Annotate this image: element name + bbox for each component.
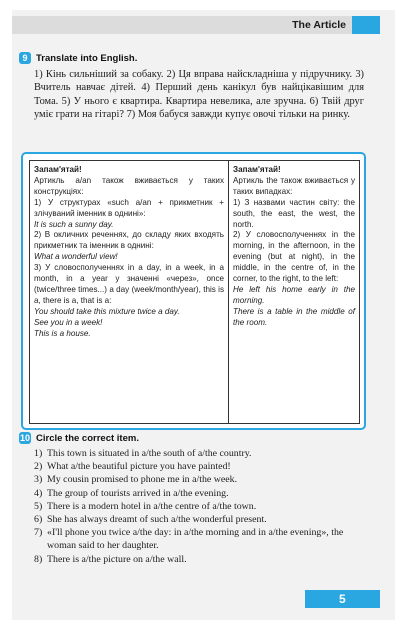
item-text: My cousin promised to phone me in a/the week. bbox=[47, 474, 238, 486]
rule-intro: Артикль the також вживається у таких випадках: bbox=[233, 175, 355, 196]
item-number: 4) bbox=[34, 487, 43, 499]
remember-table bbox=[29, 160, 360, 424]
exercise-9-title: Translate into English. bbox=[36, 52, 138, 64]
item-text: The group of tourists arrived in a/the evening. bbox=[47, 487, 229, 499]
item-text: This town is situated in a/the south of a/the country. bbox=[47, 448, 252, 459]
exercise-9-header bbox=[19, 52, 137, 64]
item-number: 7) bbox=[34, 527, 43, 539]
list-item bbox=[34, 513, 374, 526]
rule-2: 2) У словосполученнях in the morning, in the afternoon, in the evening (but at night), in the middle, in the centre of, in the corner, to the right, to the left: bbox=[233, 230, 355, 284]
item-number: 8) bbox=[34, 553, 43, 565]
example-1: He left his home early in the morning. bbox=[233, 284, 355, 305]
list-item bbox=[34, 447, 374, 460]
example-4: See you in a week! bbox=[34, 317, 103, 327]
page-number: 5 bbox=[339, 592, 346, 606]
example-2: There is a table in the middle of the room. bbox=[233, 306, 355, 327]
exercise-9-text: 1) Кінь сильніший за собаку. 2) Ця вправа найскладніша у підручнику. 3) Вчитель навчає дітей. 4) Перший день канікул був найцікавішим для Тома. 5) У нього є квартира. Квартира невелика, але зручна. 6) Твій друг уміє грати на гітарі? 7) Моя бабуся завжди купує овочі тільки на ринку. bbox=[34, 69, 364, 121]
example-3: You should take this mixture twice a day. bbox=[34, 306, 180, 316]
list-item bbox=[34, 487, 374, 500]
list-item bbox=[34, 553, 374, 566]
item-text: What a/the beautiful picture you have painted! bbox=[47, 461, 231, 473]
remember-box bbox=[21, 152, 366, 430]
section-title: The Article bbox=[286, 16, 350, 34]
exercise-number-badge: 10 bbox=[19, 433, 30, 443]
item-number: 1) bbox=[34, 448, 43, 459]
rule-1: 1) У структурах «such a/an + прикметник + злічуваний іменник в однині»: bbox=[34, 197, 224, 218]
list-item bbox=[34, 526, 374, 552]
exercise-10-title: Circle the correct item. bbox=[36, 432, 139, 444]
exercise-10-header bbox=[19, 432, 139, 444]
example-2: What a wonderful view! bbox=[34, 252, 118, 262]
item-text: There is a modern hotel in a/the centre of a/the town. bbox=[47, 500, 257, 512]
rule-2: 2) В окличних реченнях, до складу яких входять прикметник та іменник в однині: bbox=[34, 230, 224, 251]
rule-3: 3) У словосполученнях in a day, in a week, in a month, in a year у значенні «через», once (twice/three times...) a day (week/month/year), this is a, there is a, that is a: bbox=[34, 263, 224, 305]
exercise-number-badge: 9 bbox=[19, 52, 31, 64]
header-accent bbox=[352, 16, 380, 34]
list-item bbox=[34, 473, 374, 486]
remember-title: Запам'ятай! bbox=[233, 165, 281, 174]
list-item bbox=[34, 460, 374, 473]
list-item bbox=[34, 500, 374, 513]
item-number: 6) bbox=[34, 514, 43, 526]
article-the-column bbox=[229, 161, 359, 423]
item-number: 5) bbox=[34, 500, 43, 512]
item-number: 3) bbox=[34, 474, 43, 486]
rule-1: 1) З назвами частин світу: the south, the east, the west, the north. bbox=[233, 197, 355, 229]
item-number: 2) bbox=[34, 461, 43, 473]
article-a-an-column bbox=[30, 161, 229, 423]
remember-title: Запам'ятай! bbox=[34, 165, 82, 174]
item-text: There is a/the picture on a/the wall. bbox=[47, 553, 187, 565]
example-1: It is such a sunny day. bbox=[34, 219, 114, 229]
item-text: «I'll phone you twice a/the day: in a/the morning and in a/the evening», the woman said to her daughter. bbox=[47, 527, 344, 552]
example-5: This is a house. bbox=[34, 328, 91, 338]
exercise-10-list bbox=[34, 447, 374, 566]
rule-intro: Артикль a/an також вживається у таких конструкціях: bbox=[34, 175, 224, 196]
item-text: She has always dreamt of such a/the wonderful present. bbox=[47, 514, 267, 526]
